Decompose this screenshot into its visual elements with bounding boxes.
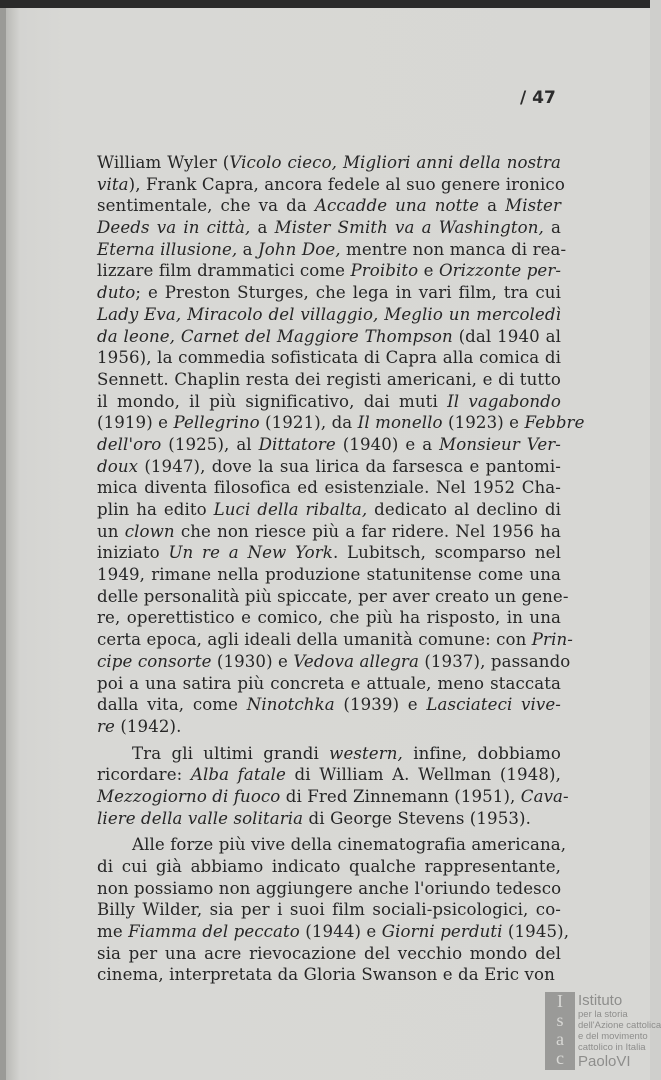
text-line <box>97 808 561 830</box>
italic-title: Mister Smith va a Washington, <box>274 218 544 238</box>
italic-title: Il monello <box>357 413 443 433</box>
text-run: mentre non manca di rea- <box>340 239 567 259</box>
body-text <box>97 152 585 991</box>
text-line <box>97 586 569 608</box>
italic-title: Dittatore <box>258 434 336 454</box>
italic-title: John Doe, <box>258 239 341 259</box>
text-run: Sennett. Chaplin resta dei registi americani, e di tutto <box>97 369 561 389</box>
text-run: (1937), passando <box>418 651 571 671</box>
text-run: (1940) e a <box>335 434 440 454</box>
text-run: William Wyler ( <box>97 153 230 172</box>
text-line <box>97 347 561 369</box>
italic-title: Fiamma del peccato <box>128 922 300 942</box>
italic-title: Un re a New York <box>168 543 333 563</box>
watermark-logo <box>545 991 661 1072</box>
watermark-monogram <box>545 992 575 1070</box>
text-line <box>97 786 569 808</box>
text-line <box>97 391 561 413</box>
text-run: cinema, interpretata da Gloria Swanson e da Eric von <box>97 965 555 985</box>
monogram-letter: s <box>556 1010 564 1030</box>
text-line <box>97 564 561 586</box>
italic-title: Pellegrino <box>173 413 260 433</box>
italic-title: western, <box>329 743 403 763</box>
text-line <box>97 856 561 878</box>
text-run: Alle forze più vive della cinematografia americana, <box>132 835 567 855</box>
italic-title: da leone, Carnet del Maggiore Thompson <box>97 326 453 346</box>
text-run: di Fred Zinnemann (1951), <box>280 786 521 806</box>
text-line <box>97 195 561 217</box>
italic-title: cipe consorte <box>97 651 212 671</box>
text-line <box>97 456 561 478</box>
text-line <box>97 326 561 348</box>
text-run: 1949, rimane nella produzione statunitense come una <box>97 565 561 585</box>
text-run: il mondo, il più significativo, dai muti <box>97 391 448 411</box>
text-line <box>97 921 570 943</box>
italic-title: Lady Eva, Miracolo del villaggio, Meglio un mercoledì <box>97 304 561 324</box>
text-run: (1919) e <box>97 413 174 433</box>
italic-title: Mister <box>505 196 561 216</box>
text-run: sentimentale, che va da <box>97 196 315 216</box>
monogram-letter: I <box>557 991 563 1011</box>
italic-title: Monsieur Ver- <box>439 434 561 454</box>
italic-title: Giorni perduti <box>381 922 503 942</box>
scan-top-edge <box>0 0 650 8</box>
text-line <box>97 607 561 629</box>
text-run: iniziato <box>97 543 169 563</box>
text-run: me <box>97 922 129 942</box>
text-run: e <box>418 261 439 281</box>
text-run: ; e Preston Sturges, che lega in vari film, tra cui <box>135 283 561 303</box>
watermark-line: Istituto <box>578 992 623 1009</box>
text-run: ), Frank Capra, ancora fedele al suo genere ironico <box>128 174 565 194</box>
italic-title: Luci della ribalta, <box>213 500 368 519</box>
italic-title: doux <box>97 456 139 476</box>
text-run: dalla vita, come <box>97 695 247 715</box>
text-run: infine, dobbiamo <box>402 743 561 763</box>
text-run: dedicato al declino di <box>367 500 562 519</box>
text-line <box>97 217 561 239</box>
text-run: un <box>97 521 125 541</box>
italic-title: Cava- <box>520 786 569 806</box>
monogram-letter: c <box>556 1048 564 1068</box>
text-line <box>97 834 567 856</box>
text-line <box>97 764 561 786</box>
text-run: (1921), da <box>259 413 358 433</box>
italic-title: Il vagabondo <box>447 391 561 411</box>
text-line <box>97 521 561 543</box>
text-line <box>97 369 561 391</box>
text-line <box>97 239 567 261</box>
text-run: non possiamo non aggiungere anche l'oriundo tedesco <box>97 878 562 898</box>
text-run: Billy Wilder, sia per i suoi film sociali-psicologici, co- <box>97 900 561 920</box>
watermark-line: e del movimento <box>578 1031 648 1042</box>
text-run: 1956), la commedia sofisticata di Capra alla comica di <box>97 348 561 368</box>
text-run: a <box>543 218 561 238</box>
text-run: (dal 1940 al <box>452 326 561 346</box>
text-run: mica diventa filosofica ed esistenziale. Nel 1952 Cha- <box>97 478 561 498</box>
italic-title: Orizzonte per- <box>438 261 562 281</box>
text-run: di William A. Wellman (1948), <box>285 765 561 785</box>
text-run: a <box>250 218 275 238</box>
text-line <box>97 174 565 196</box>
text-run: ricordare: <box>97 765 191 785</box>
text-line <box>97 152 561 174</box>
text-line <box>97 716 561 738</box>
text-run: (1923) e <box>442 413 525 433</box>
text-line <box>97 542 561 564</box>
text-line <box>97 434 561 456</box>
paragraph <box>97 743 569 830</box>
italic-title: Febbre <box>524 413 585 433</box>
paragraph <box>97 834 570 986</box>
italic-title: Proibito <box>350 261 419 281</box>
text-line <box>97 282 561 304</box>
text-run: (1925), al <box>161 434 259 454</box>
text-run: re, operettistico e comico, che più ha risposto, in una <box>97 608 561 628</box>
text-run: (1939) e <box>334 695 427 715</box>
text-run: (1930) e <box>211 651 294 671</box>
text-line <box>97 943 561 965</box>
italic-title: Ninotchka <box>246 695 335 715</box>
italic-title: Eterna illusione, <box>97 239 238 259</box>
text-line <box>97 412 585 434</box>
text-run: certa epoca, agli ideali della umanità comune: con <box>97 630 532 650</box>
text-line <box>97 694 561 716</box>
text-line <box>97 260 561 282</box>
text-line <box>97 899 561 921</box>
text-run: sia per una acre rievocazione del vecchio mondo del <box>97 943 561 963</box>
paragraph <box>97 152 585 738</box>
text-run: plin ha edito <box>97 500 214 519</box>
page-number: / 47 <box>520 88 556 108</box>
text-run: di George Stevens (1953). <box>303 808 531 828</box>
text-line <box>97 878 561 900</box>
watermark-line: dell'Azione cattolica <box>578 1020 661 1031</box>
watermark-line: per la storia <box>578 1009 628 1020</box>
italic-title: Mezzogiorno di fuoco <box>97 786 281 806</box>
text-line <box>97 477 561 499</box>
monogram-letter: a <box>556 1029 564 1049</box>
text-line <box>97 499 561 521</box>
italic-title: Prin- <box>531 630 573 650</box>
text-line <box>97 964 561 986</box>
text-line <box>97 743 561 765</box>
text-run: (1945), <box>502 922 570 942</box>
text-run: a <box>237 239 259 259</box>
italic-title: Deeds va in città, <box>97 218 251 238</box>
watermark-line: cattolico in Italia <box>578 1042 646 1053</box>
text-line <box>97 673 561 695</box>
text-run: lizzare film drammatici come <box>97 261 351 281</box>
text-run: di cui già abbiamo indicato qualche rappresentante, <box>97 857 561 876</box>
italic-title: dell'oro <box>97 434 162 454</box>
italic-title: vita <box>97 174 129 194</box>
italic-title: clown <box>124 521 175 541</box>
italic-title: re <box>97 716 115 736</box>
text-run: Tra gli ultimi grandi <box>132 743 330 763</box>
text-line <box>97 651 571 673</box>
watermark-line: PaoloVI <box>578 1053 631 1070</box>
text-run: (1947), dove la sua lirica da farsesca e pantomi- <box>138 456 561 476</box>
italic-title: Vedova allegra <box>293 651 419 671</box>
italic-title: liere della valle solitaria <box>97 808 304 828</box>
italic-title: Vicolo cieco, Migliori anni della nostra <box>229 153 561 172</box>
text-run: delle personalità più spiccate, per aver creato un gene- <box>97 586 569 606</box>
text-run: (1942). <box>114 716 182 736</box>
text-run: che non riesce più a far ridere. Nel 1956 ha <box>174 521 562 541</box>
italic-title: Accadde una notte <box>314 196 480 216</box>
text-line <box>97 304 561 326</box>
text-run: poi a una satira più concreta e attuale, meno staccata <box>97 673 561 693</box>
text-run: . Lubitsch, scomparso nel <box>332 543 561 563</box>
italic-title: Lasciateci vive- <box>426 695 562 715</box>
text-line <box>97 629 573 651</box>
text-run: (1944) e <box>299 922 382 942</box>
italic-title: duto <box>97 283 136 303</box>
text-run: a <box>479 196 506 216</box>
italic-title: Alba fatale <box>190 765 286 785</box>
